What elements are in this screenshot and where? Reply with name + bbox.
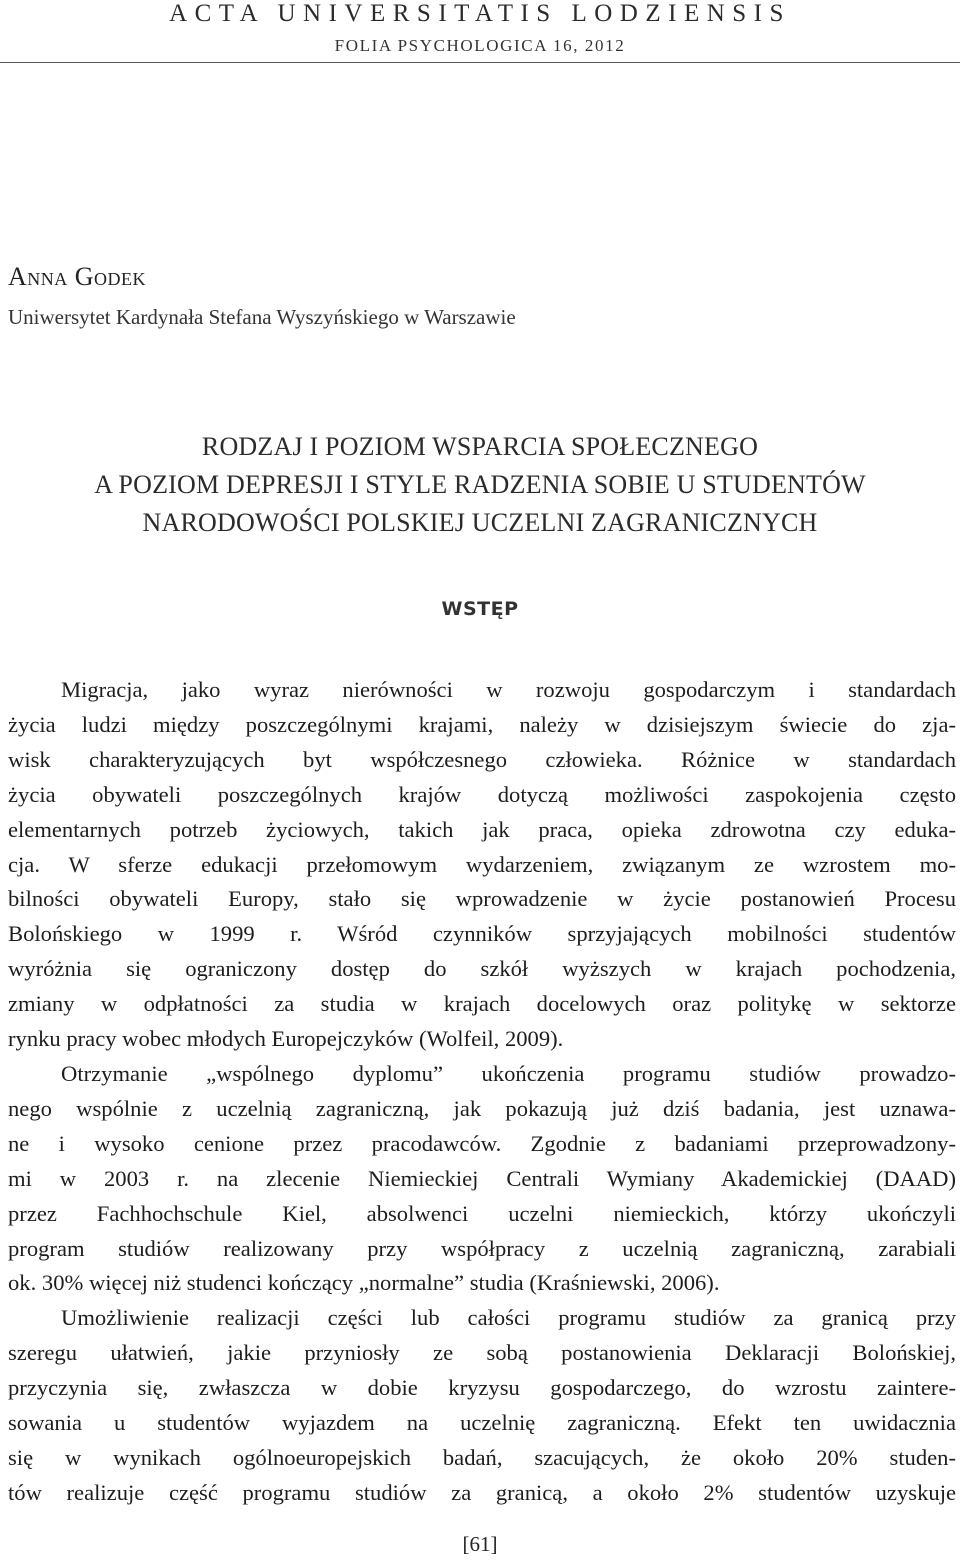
body-line: rynku pracy wobec młodych Europejczyków (Wolfeil, 2009). <box>8 1026 564 1052</box>
body-line: sowania u studentów wyjazdem na uczelnię zagraniczną. Efekt ten uwidacznia <box>8 1410 956 1436</box>
body-line: elementarnych potrzeb życiowych, takich jak praca, opieka zdrowotna czy eduka- <box>8 816 956 842</box>
body-line: Bolońskiego w 1999 r. Wśród czynników sprzyjających mobilności studentów <box>8 921 956 947</box>
body-line: szeregu ułatwień, jakie przyniosły ze sobą postanowienia Deklaracji Bolońskiej, <box>8 1340 956 1366</box>
section-heading: WSTĘP <box>441 598 519 620</box>
body-line: zmiany w odpłatności za studia w krajach docelowych oraz politykę w sektorze <box>8 991 956 1017</box>
body-line: nego wspólnie z uczelnią zagraniczną, jak pokazują już dziś badania, jest uznawa- <box>8 1095 956 1121</box>
body-line: ok. 30% więcej niż studenci kończący „normalne” studia (Kraśniewski, 2006). <box>8 1270 720 1296</box>
author-affiliation: Uniwersytet Kardynała Stefana Wyszyńskiego w Warszawie <box>8 305 516 329</box>
body-line: program studiów realizowany przy współpracy z uczelnią zagraniczną, zarabiali <box>8 1235 956 1261</box>
header-rule <box>0 62 960 63</box>
body-line: przyczynia się, zwłaszcza w dobie kryzysu gospodarczego, do wzrostu zaintere- <box>8 1375 956 1401</box>
body-line: Umożliwienie realizacji części lub całości programu studiów za granicą przy <box>61 1305 956 1331</box>
body-line: tów realizuje część programu studiów za granicą, a około 2% studentów uzyskuje <box>8 1479 956 1505</box>
article-title-line: RODZAJ I POZIOM WSPARCIA SPOŁECZNEGO <box>201 432 759 461</box>
body-line: wyróżnia się ograniczony dostęp do szkół wyższych w krajach pochodzenia, <box>8 956 956 982</box>
body-line: Otrzymanie „wspólnego dyplomu” ukończenia programu studiów prowadzo- <box>61 1060 956 1086</box>
body-line: życia obywateli poszczególnych krajów dotyczą możliwości zaspokojenia często <box>8 781 956 807</box>
body-line: się w wynikach ogólnoeuropejskich badań, szacujących, że około 20% studen- <box>8 1444 956 1470</box>
body-line: przez Fachhochschule Kiel, absolwenci uczelni niemieckich, którzy ukończyli <box>8 1200 956 1226</box>
article-title <box>0 428 960 542</box>
article-title-line: NARODOWOŚCI POLSKIEJ UCZELNI ZAGRANICZNYCH <box>142 508 818 537</box>
journal-title: ACTA UNIVERSITATIS LODZIENSIS <box>169 0 791 27</box>
body-line: wisk charakteryzujących byt współczesnego człowieka. Różnice w standardach <box>8 746 956 772</box>
journal-subtitle: FOLIA PSYCHOLOGICA 16, 2012 <box>334 36 626 55</box>
body-line: Migracja, jako wyraz nierówności w rozwoju gospodarczym i standardach <box>61 677 956 702</box>
page-number: [61] <box>462 1532 498 1556</box>
article-title-line: A POZIOM DEPRESJI I STYLE RADZENIA SOBIE U STUDENTÓW <box>94 470 866 499</box>
body-line: życia ludzi między poszczególnymi krajami, należy w dzisiejszym świecie do zja- <box>8 711 956 737</box>
body-line: mi w 2003 r. na zlecenie Niemieckiej Centrali Wymiany Akademickiej (DAAD) <box>8 1165 956 1191</box>
body-line: bilności obywateli Europy, stało się wprowadzenie w życie postanowień Procesu <box>8 886 956 912</box>
body-line: cja. W sferze edukacji przełomowym wydarzeniem, związanym ze wzrostem mo- <box>8 851 956 877</box>
body-text <box>8 673 956 1511</box>
author-name: Anna Godek <box>8 262 147 291</box>
body-line: ne i wysoko cenione przez pracodawców. Zgodnie z badaniami przeprowadzony- <box>8 1130 956 1156</box>
